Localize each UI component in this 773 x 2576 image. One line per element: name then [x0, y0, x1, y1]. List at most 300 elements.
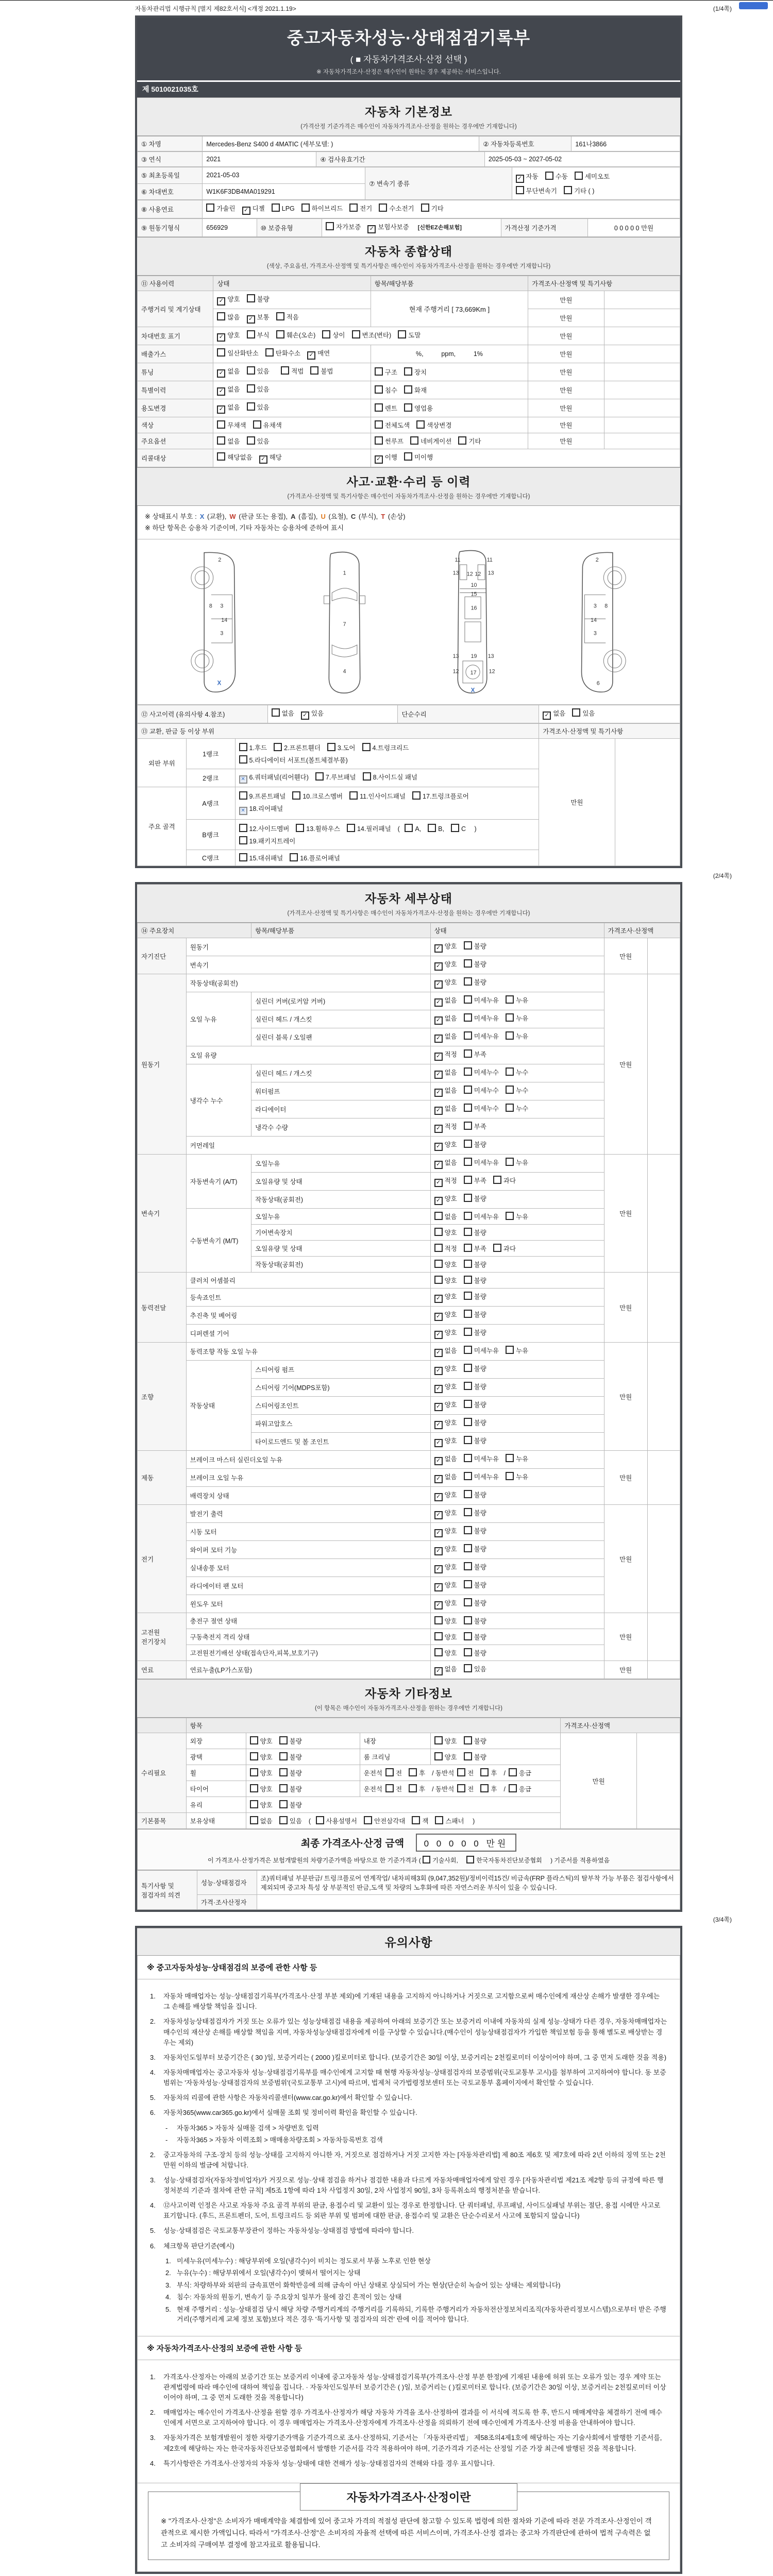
table-cell	[430, 1577, 604, 1595]
checkbox-off: 불량	[464, 1598, 486, 1608]
table-cell	[604, 433, 680, 449]
checkbox-off: 잭	[412, 1816, 428, 1826]
table-cell: 실린더 헤드 / 개스킷	[251, 1064, 430, 1082]
table-cell	[371, 363, 528, 381]
table-cell	[360, 1781, 561, 1797]
table-cell: 제동	[138, 1451, 187, 1505]
empty-checkbox-icon	[404, 385, 412, 394]
table-cell	[430, 1613, 604, 1629]
checkbox-off: 불량	[464, 1259, 486, 1269]
table-cell: 만원	[528, 291, 604, 309]
table-cell: 만원	[604, 1273, 647, 1343]
check-icon: ✓	[242, 207, 250, 215]
empty-checkbox-icon	[349, 204, 358, 212]
empty-checkbox-icon	[464, 1616, 472, 1624]
checkbox-off: 누유	[506, 995, 528, 1005]
table-cell: 만원	[528, 433, 604, 449]
empty-checkbox-icon	[464, 1031, 472, 1040]
empty-checkbox-icon	[239, 755, 247, 764]
top-right-badge[interactable]	[739, 2, 768, 9]
car-diagram-underbody	[445, 547, 500, 697]
checkbox-off: 불량	[464, 1507, 486, 1518]
svg-text:19: 19	[471, 653, 477, 660]
table-cell: 원동기	[186, 938, 430, 956]
section-overall-state: 자동차 종합상태 (색상, 주요옵션, 가격조사·산정액 및 특기사항은 매수인이 자동차가격조사·산정을 원하는 경우에만 기재합니다)	[137, 237, 680, 276]
table-cell: W1K6F3DB4MA019291	[203, 183, 365, 200]
checkbox-off: 무단변속기	[516, 185, 557, 196]
empty-checkbox-icon	[464, 1244, 472, 1252]
table-cell: 파워고압호스	[251, 1415, 430, 1433]
empty-checkbox-icon	[292, 791, 300, 800]
empty-checkbox-icon	[464, 1194, 472, 1202]
table-cell: 상태	[213, 276, 371, 291]
table-cell: 변속기	[138, 1155, 187, 1273]
table-cell	[430, 1257, 604, 1273]
empty-checkbox-icon	[572, 708, 580, 717]
empty-checkbox-icon	[217, 420, 225, 429]
checkbox-off: 누유	[506, 1471, 528, 1482]
checkbox-off: 장치	[404, 367, 427, 377]
empty-checkbox-icon	[506, 1454, 514, 1462]
empty-checkbox-icon	[352, 330, 360, 338]
table-cell	[213, 449, 371, 467]
table-cell	[430, 1451, 604, 1469]
overall-state-table	[137, 276, 680, 467]
checkbox-on: ✓ 있음	[301, 708, 324, 720]
checkbox-off: 양호	[434, 1632, 457, 1642]
table-cell	[430, 956, 604, 974]
basic-info-table-4	[137, 200, 680, 218]
checkbox-off: 미세누유	[464, 1471, 499, 1482]
table-cell	[430, 1064, 604, 1082]
notice-item: 2. 자동차성능상태점검자가 거짓 또는 오류가 있는 성능상태점검 내용을 제공하여 아래의 보증기간 또는 보증거리 이내에 자동차의 실제 성능·상태가 다른 경우, 자동차매매업자는 매수인의 재산상 손해를 배상할 책임을 지며, 자동차성능상태점검자에게 이를 구상할 수 있습니다.(매수인이 성능상태점검자가 가입한 책임보험 등을 통해 별도로 배상받는 경우는 제외)	[150, 2018, 667, 2046]
table-cell	[430, 1289, 604, 1307]
table-cell	[213, 363, 371, 381]
checkbox-off: 불량	[464, 1736, 486, 1746]
check-icon: ✓	[434, 1493, 443, 1501]
notice-item: 4. 자동차매매업자는 중고자동차 성능·상태점검기록부를 매수인에게 고지할 때 현행 자동차성능·상태점검자의 보증범위(국토교통부 고시)를 첨부하여 고지하여야 합니다. 동 보증범위는 '자동차성능·상태점검자의 보증범위'(국토교통부 고시)에 따르며, 법제처 국가법령정보센터 또는 국토교통부 홈페이지에서 확인할 수 있습니다.	[150, 2069, 666, 2087]
table-cell: 656929	[203, 219, 257, 237]
svg-text:10: 10	[471, 582, 477, 589]
table-cell: 스티어링 펌프	[251, 1361, 430, 1379]
inline-text: )	[472, 825, 477, 833]
empty-checkbox-icon	[375, 403, 383, 412]
table-cell	[371, 381, 528, 399]
table-cell: 자동변속기 (A/T)	[186, 1155, 251, 1209]
legend-code: A	[291, 513, 296, 520]
empty-checkbox-icon	[464, 977, 472, 986]
empty-checkbox-icon	[206, 204, 214, 212]
table-cell: 만원	[604, 1343, 647, 1451]
table-cell: 디퍼렌셜 기어	[186, 1325, 430, 1343]
empty-checkbox-icon	[464, 1228, 472, 1236]
table-cell	[647, 1343, 680, 1451]
table-cell	[213, 417, 371, 433]
checkbox-off: 부족	[464, 1049, 486, 1059]
table-cell	[430, 1595, 604, 1613]
table-cell: 만원	[604, 1613, 647, 1661]
table-cell: 배력장치 상태	[186, 1487, 430, 1505]
car-diagram-top	[317, 547, 372, 697]
empty-checkbox-icon	[464, 1260, 472, 1268]
checkbox-on: ✓ 양호	[434, 1526, 457, 1538]
table-cell	[267, 705, 398, 723]
table-cell: 전기	[138, 1505, 187, 1613]
empty-checkbox-icon	[301, 204, 310, 212]
empty-checkbox-icon	[464, 1526, 472, 1534]
table-cell: 가격·조사산정자	[197, 1895, 257, 1910]
checkbox-off: 미세누유	[464, 1157, 499, 1167]
checkbox-off: 불량	[464, 1489, 486, 1500]
data-table	[137, 200, 680, 218]
table-cell	[647, 1273, 680, 1343]
check-icon: ✓	[434, 1053, 443, 1061]
checkbox-on: ✓ 없음	[434, 1345, 457, 1358]
table-cell: 동력전달	[138, 1273, 187, 1343]
notice-section-heading: ※ 중고자동차성능·상태점검의 보증에 관한 사항 등	[137, 1956, 680, 1979]
table-cell	[235, 820, 539, 850]
check-icon: ✓	[367, 225, 376, 233]
table-cell: 배출가스	[138, 345, 213, 363]
empty-checkbox-icon	[509, 1784, 517, 1792]
data-table	[137, 723, 680, 866]
empty-checkbox-icon	[247, 402, 255, 411]
check-icon: ✓	[434, 1583, 443, 1591]
table-cell: 현재 주행거리 [ 73,669Km ]	[371, 291, 528, 327]
table-cell: ② 자동차등록번호	[479, 137, 572, 151]
table-cell: 만원	[604, 1451, 647, 1505]
x-mark-icon: ✕	[239, 807, 247, 815]
data-table	[137, 1870, 680, 1910]
checkbox-on: ✓ 없음	[543, 708, 565, 720]
data-table	[137, 276, 680, 467]
notice-item: 1. 가격조사·산정자는 아래의 보증기간 또는 보증거리 이내에 중고자동차 성능·상태점검기록부(가격조사·산정 부분 한정)에 기재된 내용에 허위 또는 오류가 있는 경우 계약 또는 관계법령에 따라 매수인에 대하여 책임을 집니다. · 자동차인도일부터 보증기간은 ( )일, 보증거리는 ( )킬로미터로 합니다. (보증기간은 30일 이상, 보증거리는 2천킬로미터 이상이어야 하며, 그 중 먼저 도래한 것을 적용합니다)	[150, 2372, 666, 2401]
table-cell	[430, 1209, 604, 1225]
table-cell: 만원	[561, 1733, 636, 1829]
table-cell: 연료누출(LP가스포함)	[186, 1661, 430, 1679]
svg-text:3: 3	[220, 630, 224, 637]
table-cell	[430, 1191, 604, 1209]
final-price-note: 이 가격조사·산정가격은 보험개발원의 차량기준가액을 바탕으로 한 기준가격과 ( 기술사회, 한국자동차진단보증협회 ) 기준서를 적용하였음	[138, 1855, 680, 1865]
checkbox-on: ✓ 적정	[434, 1175, 457, 1188]
check-icon: ✓	[434, 1601, 443, 1609]
checkbox-off: 불량	[464, 1562, 486, 1572]
checkbox-off: 11.인사이드패널	[349, 791, 406, 801]
table-cell	[604, 345, 680, 363]
checkbox-off: 양호	[250, 1784, 273, 1794]
checkbox-off: 양호	[434, 1227, 457, 1238]
table-cell: 수동변속기 (M/T)	[186, 1209, 251, 1273]
check-icon: ✓	[217, 405, 225, 414]
table-cell	[246, 1797, 561, 1813]
checkbox-off: 전	[457, 1784, 474, 1794]
table-cell: 추진축 및 베어링	[186, 1307, 430, 1325]
table-cell: 상태	[430, 923, 604, 938]
checkbox-off: 자가보증	[326, 222, 361, 232]
empty-checkbox-icon	[493, 1176, 501, 1184]
check-icon: ✓	[434, 1403, 443, 1411]
table-cell	[604, 309, 680, 327]
price-info-box-wrap	[137, 2483, 680, 2572]
empty-checkbox-icon	[434, 1276, 443, 1284]
check-icon: ✓	[307, 351, 315, 360]
table-cell: 변속기	[186, 956, 430, 974]
table-cell: 기어변속장치	[251, 1225, 430, 1241]
notice-subitem: - 자동차365 > 자동차 실매물 검색 > 차량번호 입력	[165, 2124, 319, 2132]
notice-item: 5. 성능·상태점검은 국토교통부장관이 정하는 자동차성능·상태점검 방법에 따라야 합니다.	[150, 2227, 414, 2235]
table-cell: 오일유량 및 상태	[251, 1241, 430, 1257]
table-cell	[604, 381, 680, 399]
table-cell: 충전구 절연 상태	[186, 1613, 430, 1629]
checkbox-off: 누유	[506, 1031, 528, 1041]
checkbox-off: 불량	[464, 1363, 486, 1374]
table-cell: 구동축전지 격리 상태	[186, 1629, 430, 1645]
checkbox-on: ✓ 디젤	[242, 203, 265, 215]
empty-checkbox-icon	[509, 1768, 517, 1776]
empty-checkbox-icon	[506, 1346, 514, 1354]
empty-checkbox-icon	[464, 1580, 472, 1588]
checkbox-off: 불량	[464, 1327, 486, 1337]
empty-checkbox-icon	[239, 836, 247, 844]
table-cell	[371, 399, 528, 417]
checkbox-off: 2.프론트휀더	[274, 742, 321, 753]
checkbox-on: ✓ 양호	[434, 1544, 457, 1556]
svg-text:16: 16	[471, 605, 477, 612]
checkbox-off: 17.트렁크플로어	[412, 791, 469, 801]
empty-checkbox-icon	[410, 436, 418, 445]
checkbox-off: 불량	[464, 1399, 486, 1410]
check-icon: ✓	[434, 1457, 443, 1465]
empty-checkbox-icon	[464, 1648, 472, 1656]
svg-text:17: 17	[470, 670, 477, 676]
table-cell	[246, 1781, 360, 1797]
check-icon: ✓	[217, 297, 225, 306]
empty-checkbox-icon	[464, 1013, 472, 1022]
table-cell: 오일유량 및 상태	[251, 1173, 430, 1191]
empty-checkbox-icon	[347, 824, 355, 832]
legend-desc: (요철),	[326, 513, 348, 520]
table-cell: 만원	[528, 381, 604, 399]
checkbox-on: ✓ 없음	[434, 1453, 457, 1466]
empty-checkbox-icon	[434, 1244, 443, 1252]
table-cell: ⑬ 교환, 판금 등 이상 부위	[138, 724, 539, 739]
data-table	[137, 218, 680, 237]
table-cell	[636, 1733, 680, 1829]
empty-checkbox-icon	[250, 1768, 258, 1776]
section-accident-history: 사고·교환·수리 등 이력 (가격조사·산정액 및 특기사항은 매수인이 자동차가격조사·산정을 원하는 경우에만 기재합니다)	[137, 467, 680, 506]
checkbox-off: 기타 ( )	[564, 185, 594, 196]
table-cell: 유리	[186, 1797, 246, 1813]
document-title-band	[137, 18, 680, 97]
checkbox-off: 양호	[250, 1752, 273, 1762]
checkbox-off: 후	[409, 1784, 425, 1794]
check-icon: ✓	[434, 1089, 443, 1097]
table-cell: ⑫ 사고이력 (유의사항 4.참조)	[138, 705, 268, 723]
checkbox-on: ✓ 양호	[217, 294, 240, 306]
svg-text:7: 7	[343, 621, 347, 628]
empty-checkbox-icon	[375, 436, 383, 445]
table-cell	[246, 1733, 360, 1749]
table-cell	[430, 1629, 604, 1645]
table-cell	[430, 1155, 604, 1173]
checkbox-off: C	[451, 823, 466, 833]
check-icon: ✓	[217, 369, 225, 378]
table-cell	[430, 1559, 604, 1577]
empty-checkbox-icon	[315, 772, 324, 781]
empty-checkbox-icon	[434, 1736, 443, 1744]
car-diagram-left-side	[189, 547, 244, 697]
checkbox-off: 전기	[349, 203, 372, 213]
empty-checkbox-icon	[464, 1736, 472, 1744]
legend-desc: (판금 또는 용접),	[237, 513, 288, 520]
checkbox-on: ✓ 적정	[434, 1049, 457, 1061]
table-cell: 오일누유	[251, 1209, 430, 1225]
table-cell	[430, 1661, 604, 1679]
table-cell	[430, 1749, 561, 1765]
empty-checkbox-icon	[464, 1310, 472, 1318]
checkbox-on: ✓ 없음	[217, 366, 240, 378]
table-cell	[430, 1173, 604, 1191]
table-cell	[430, 1469, 604, 1487]
checkbox-off: 부족	[464, 1243, 486, 1253]
checkbox-off: 영업용	[404, 403, 433, 413]
empty-checkbox-icon	[276, 330, 284, 338]
empty-checkbox-icon	[279, 1768, 288, 1776]
empty-checkbox-icon	[506, 995, 514, 1004]
empty-checkbox-icon	[404, 403, 412, 412]
checkbox-off: 미세누수	[464, 1085, 499, 1095]
table-cell	[430, 1100, 604, 1118]
table-cell: 리콜대상	[138, 449, 213, 467]
checkbox-off: 있음	[247, 402, 270, 412]
table-cell: 룸 크리닝	[360, 1749, 430, 1765]
checkbox-off: 렌트	[375, 403, 397, 413]
check-icon: ✓	[516, 175, 524, 183]
empty-checkbox-icon	[239, 824, 247, 832]
table-cell: 외장	[186, 1733, 246, 1749]
checkbox-off: 불량	[247, 294, 270, 304]
table-cell: 라디에이터	[251, 1100, 430, 1118]
checkbox-off: 미이행	[404, 452, 433, 462]
checkbox-off: 있음	[247, 366, 270, 376]
empty-checkbox-icon	[326, 222, 334, 230]
checkbox-on: ✓ 양호	[434, 977, 457, 989]
inline-text: (	[308, 1818, 313, 1825]
empty-checkbox-icon	[239, 743, 247, 751]
table-cell: 휠	[186, 1765, 246, 1781]
table-cell	[430, 1010, 604, 1028]
table-cell: 항목/해당부품	[251, 923, 430, 938]
checkbox-on: ✓ 양호	[434, 1580, 457, 1592]
inline-text: )	[470, 1818, 475, 1825]
empty-checkbox-icon	[253, 420, 261, 429]
table-cell: 만원	[528, 309, 604, 327]
accident-note-2: ※ 하단 항목은 승용차 기준이며, 기타 자동차는 승용차에 준하여 표시	[145, 524, 344, 532]
empty-checkbox-icon	[464, 1158, 472, 1166]
table-cell	[430, 1046, 604, 1064]
empty-checkbox-icon	[516, 186, 524, 194]
checkbox-off: 양호	[434, 1752, 457, 1762]
checkbox-off: 16.플로어패널	[290, 853, 340, 863]
checkbox-off: 누수	[506, 1085, 528, 1095]
check-icon: ✓	[434, 944, 443, 953]
check-icon: ✓	[543, 711, 551, 720]
inline-text: 운전석	[363, 1786, 382, 1793]
checkbox-off: 양호	[434, 1259, 457, 1269]
document-note: ※ 자동차가격조사·산정은 매수인이 원하는 경우 제공하는 서비스입니다.	[316, 69, 501, 75]
check-icon: ✓	[247, 315, 255, 324]
notice-item: 2. 중고자동차의 구조·장치 등의 성능·상태를 고지하지 아니한 자, 거짓으로 점검하거나 거짓 고지한 자는 [자동차관리법] 제 80조 제6호 및 제7호에 따라 2년 이하의 징역 또는 2천만원 이하의 벌금에 처합니다.	[150, 2150, 666, 2169]
empty-checkbox-icon	[250, 1784, 258, 1792]
checkbox-off: 7.루브패널	[315, 772, 356, 782]
svg-text:6: 6	[597, 680, 600, 687]
empty-checkbox-icon	[279, 1752, 288, 1760]
table-cell: 워터펌프	[251, 1082, 430, 1100]
table-cell: ⑥ 차대번호	[138, 183, 203, 200]
checkbox-off: 많음	[217, 312, 240, 322]
checkbox-off: 3.도어	[327, 742, 356, 753]
checkbox-off: 수동	[545, 171, 568, 181]
notice-item: 3. 자동차인도일부터 보증기간은 ( 30 )일, 보증거리는 ( 2000 )킬로미터로 합니다. (보증기간은 30일 이상, 보증거리는 2천킬로미터 이상이어야 하며, 그 중 먼저 도래한 것을 적용)	[150, 2053, 667, 2061]
checkbox-off: 미세누유	[464, 1453, 499, 1464]
empty-checkbox-icon	[506, 1067, 514, 1076]
svg-text:X: X	[217, 680, 222, 687]
table-cell: 성능·상태점검자	[197, 1871, 257, 1895]
checkbox-on: ✓ 없음	[217, 402, 240, 414]
check-icon: ✓	[434, 1529, 443, 1537]
empty-checkbox-icon	[480, 1768, 489, 1776]
notice-item: 2. 매매업자는 매수인이 가격조사·산정을 원할 경우 가격조사·산정자가 해당 자동차 가격을 조사·산정하여 결과를 이 서식에 적도록 한 후, 반드시 매매계약을 체결하기 전에 매수인에게 서면으로 고지하여야 합니다. 이 경우 매매업자는 가격조사·산정자에게 가격조사·산정을 의뢰하기 전에 매수인에게 가격조사·산정 비용을 안내하여야 합니다.	[150, 2409, 662, 2427]
table-cell: ⑭ 주요장치	[138, 923, 251, 938]
table-cell	[235, 739, 539, 769]
table-cell	[213, 327, 528, 345]
legend-desc: (손상)	[386, 513, 406, 520]
checkbox-off: 미세누수	[464, 1067, 499, 1077]
table-cell	[430, 1273, 604, 1289]
empty-checkbox-icon	[464, 959, 472, 968]
check-icon: ✓	[434, 998, 443, 1007]
checkbox-off: 수소전기	[379, 203, 414, 213]
table-cell: 내장	[360, 1733, 430, 1749]
checkbox-off: 가솔린	[206, 203, 235, 213]
inspector-opinion-table	[137, 1870, 680, 1910]
checkbox-off: 없음	[250, 1816, 273, 1826]
svg-text:8: 8	[604, 603, 608, 609]
empty-checkbox-icon	[274, 743, 282, 751]
empty-checkbox-icon	[412, 791, 421, 800]
checkbox-off: 양호	[434, 1736, 457, 1746]
check-icon: ✓	[375, 455, 383, 464]
empty-checkbox-icon	[464, 1140, 472, 1148]
checkbox-off: 불량	[464, 1309, 486, 1319]
table-cell	[430, 1343, 604, 1361]
table-cell	[371, 449, 680, 467]
checkbox-on: ✓ 양호	[434, 1363, 457, 1376]
status-code-legend	[145, 511, 673, 522]
checkbox-off: 있음	[572, 708, 595, 718]
checkbox-off: 있음	[279, 1816, 302, 1826]
checkbox-off: 적정	[434, 1243, 457, 1253]
table-cell: 냉각수 누수	[186, 1064, 251, 1137]
checkbox-off: A,	[405, 823, 421, 833]
checkbox-off: 누유	[506, 1453, 528, 1464]
form-reference-line	[135, 1, 732, 15]
empty-checkbox-icon	[464, 1454, 472, 1462]
table-cell	[371, 417, 528, 433]
check-icon: ✓	[434, 1385, 443, 1393]
empty-checkbox-icon	[310, 366, 318, 375]
document-number: 제 5010021035호	[142, 85, 198, 93]
